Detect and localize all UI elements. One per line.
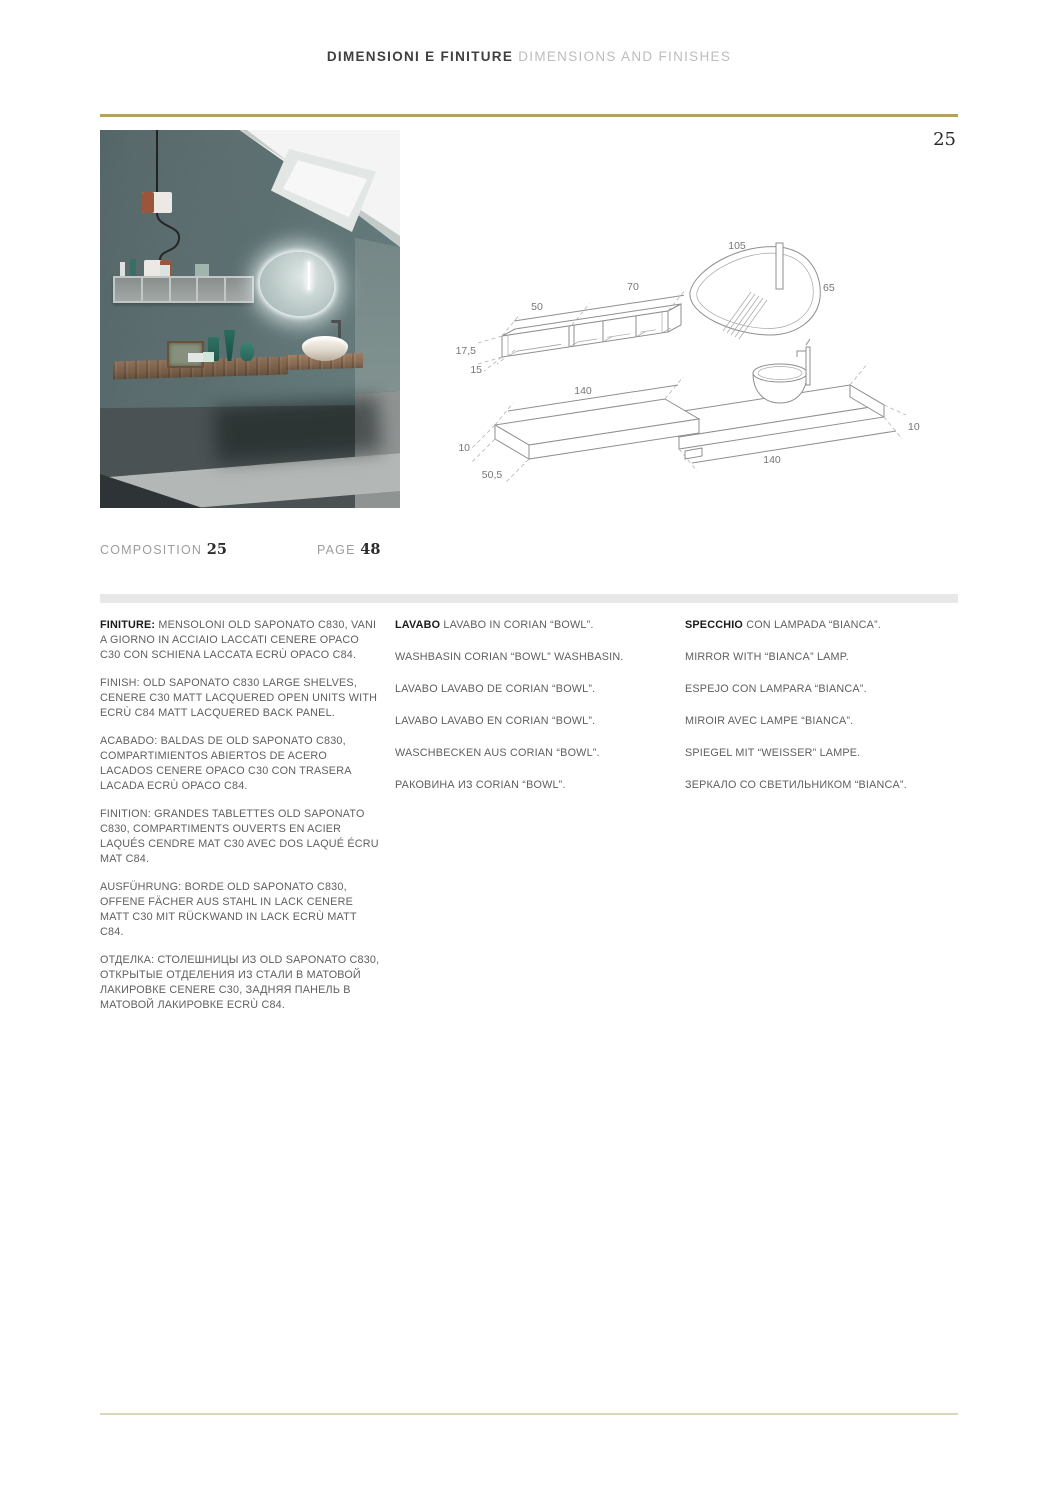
page-ref-number: 48 [360, 541, 381, 558]
shelf-compartment [115, 278, 141, 301]
bottom-rule [100, 1413, 958, 1415]
box [195, 264, 209, 276]
column-mirror [685, 618, 960, 810]
bianca-lamp [308, 262, 310, 290]
paragraph: LAVABO LAVABO IN CORIAN “BOWL”. [395, 619, 594, 631]
shelf-compartment [226, 278, 252, 301]
dim-counter-bottom-length: 140 [763, 454, 781, 466]
dim-shelf-depth: 15 [470, 364, 482, 376]
paragraph: AUSFÜHRUNG: BORDE OLD SAPONATO C830, OFFENE FÄCHER AUS STAHL IN LACK CENERE MATT C30 MIT RÜCKWAND IN LACK ECRÙ MATT C84. [100, 881, 357, 938]
shelf-compartment [143, 278, 169, 301]
paragraph: SPIEGEL MIT “WEISSER” LAMPE. [685, 747, 861, 759]
dim-mirror-width: 105 [728, 240, 746, 252]
shelf-compartment [171, 278, 197, 301]
dim-shelf-width-right: 70 [627, 281, 639, 293]
dim-counter-depth: 50,5 [481, 469, 503, 481]
dim-mirror-height: 65 [823, 282, 835, 294]
column-finishes [100, 618, 382, 1026]
dim-shelf-height: 17,5 [455, 345, 476, 357]
paragraph: ACABADO: BALDAS DE OLD SAPONATO C830, COMPARTIMIENTOS ABIERTOS DE ACERO LACADOS CENERE OPACO C30 CON TRASERA LACADA ECRÙ OPACO C84. [100, 735, 351, 792]
page-title [0, 49, 1058, 64]
faucet-spout [331, 320, 339, 323]
paragraph: FINITION: GRANDES TABLETTES OLD SAPONATO C830, COMPARTIMENTS OUVERTS EN ACIER LAQUÉS CENDRE MAT C30 AVEC DOS LAQUÉ ÉCRU MAT C84. [100, 808, 379, 865]
composition-number: 25 [206, 541, 227, 558]
paragraph: LAVABO LAVABO EN CORIAN “BOWL”. [395, 715, 596, 727]
composition-photo [100, 130, 400, 508]
bottle [130, 259, 136, 276]
paragraph: MIROIR AVEC LAMPE “BIANCA”. [685, 715, 854, 727]
page-number: 25 [933, 129, 956, 150]
section-divider-band [100, 594, 958, 603]
paragraph: SPECCHIO CON LAMPADA “BIANCA”. [685, 619, 881, 631]
paragraph: WASCHBECKEN AUS CORIAN “BOWL”. [395, 747, 600, 759]
mirror-lamp-bar [776, 243, 783, 289]
dim-counter-left-thickness: 10 [458, 442, 470, 454]
paragraph: MIRROR WITH “BIANCA” LAMP. [685, 651, 849, 663]
dimension-drawings [440, 185, 970, 495]
paragraph: ОТДЕЛКА: СТОЛЕШНИЦЫ ИЗ OLD SAPONATO C830, ОТКРЫТЫЕ ОТДЕЛЕНИЯ ИЗ СТАЛИ В МАТОВОЙ ЛАКИРОВКЕ CENERE C30, ЗАДНЯЯ ПАНЕЛЬ В МАТОВОЙ ЛАКИРОВКЕ ECRÙ C84. [100, 954, 380, 1011]
paragraph: FINITURE: MENSOLONI OLD SAPONATO C830, VANI A GIORNO IN ACCIAIO LACCATI CENERE OPACO C30 CON SCHIENA LACCATA ECRÙ OPACO C84. [100, 619, 377, 661]
shelf-compartment [198, 278, 224, 301]
paragraph: LAVABO LAVABO DE CORIAN “BOWL”. [395, 683, 596, 695]
paragraph: WASHBASIN CORIAN “BOWL” WASHBASIN. [395, 651, 624, 663]
page-title-english: DIMENSIONS AND FINISHES [518, 49, 732, 64]
mirror-drawing [690, 240, 835, 339]
top-gold-rule [100, 114, 958, 117]
faucet [338, 320, 341, 338]
paragraph: ESPEJO CON LAMPARA “BIANCA”. [685, 683, 867, 695]
lamp-cord [157, 213, 179, 260]
paragraph: РАКОВИНА ИЗ CORIAN “BOWL”. [395, 779, 566, 791]
composition-label: COMPOSITION [100, 543, 203, 557]
paragraph: FINISH: OLD SAPONATO C830 LARGE SHELVES, CENERE C30 MATT LACQUERED OPEN UNITS WITH ECRÙ C84 MATT LACQUERED BACK PANEL. [100, 677, 378, 719]
green-glass-jug [240, 342, 254, 361]
lamp-copper-band-upper [142, 192, 154, 213]
wall-shelf-unit [113, 276, 254, 303]
page-title-italian: DIMENSIONI E FINITURE [326, 49, 514, 64]
floor-cast-shadow [213, 396, 381, 462]
column-washbasin [395, 618, 677, 810]
shelf-unit-drawing [456, 281, 686, 376]
dim-counter-right-thickness: 10 [908, 421, 920, 433]
mint-jar [203, 352, 214, 362]
dim-counter-top-length: 140 [574, 385, 592, 397]
countertop-drawing [455, 339, 920, 483]
jar [160, 265, 170, 276]
junction-bracket [685, 448, 702, 459]
page-label: PAGE [317, 543, 356, 557]
paragraph: ЗЕРКАЛО СО СВЕТИЛЬНИКОМ “BIANCA”. [685, 779, 907, 791]
bottle [120, 262, 125, 276]
composition-meta [100, 541, 500, 558]
dim-shelf-width-left: 50 [531, 301, 543, 313]
